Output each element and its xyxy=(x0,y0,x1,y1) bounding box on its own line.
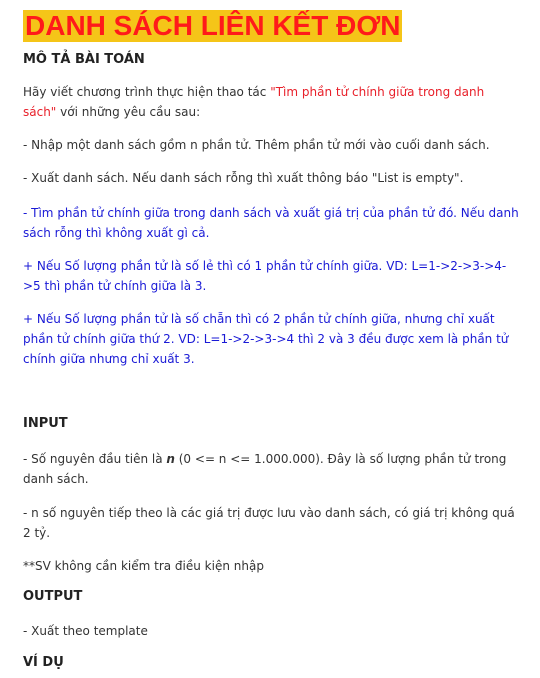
output-line: - Xuất theo template xyxy=(23,624,148,638)
requirement-find-middle: - Tìm phần tử chính giữa trong danh sách và xuất giá trị của phần tử đó. Nếu danh sách rỗng thì không xuất gì cả. xyxy=(23,206,519,240)
input-note: **SV không cần kiểm tra điều kiện nhập xyxy=(23,559,264,573)
input-variable-n: n xyxy=(166,452,175,466)
intro-suffix: với những yêu cầu sau: xyxy=(56,105,201,119)
intro-prefix: Hãy viết chương trình thực hiện thao tác xyxy=(23,85,271,99)
problem-intro xyxy=(23,82,521,122)
input-line-values: - n số nguyên tiếp theo là các giá trị được lưu vào danh sách, có giá trị không quá 2 tỷ. xyxy=(23,506,515,540)
intro-highlight: "Tìm phần tử chính giữa trong danh sách" xyxy=(23,85,485,119)
input-line-n-prefix: - Số nguyên đầu tiên là xyxy=(23,452,167,466)
requirement-print-list: - Xuất danh sách. Nếu danh sách rỗng thì xuất thông báo "List is empty". xyxy=(23,171,464,185)
example-heading: VÍ DỤ xyxy=(23,655,64,670)
page-title: DANH SÁCH LIÊN KẾT ĐƠN xyxy=(25,10,401,41)
requirement-odd-case: + Nếu Số lượng phần tử là số lẻ thì có 1 phần tử chính giữa. VD: L=1->2->3->4->5 thì phần tử chính giữa là 3. xyxy=(23,259,507,293)
input-line-n-suffix: (0 <= n <= 1.000.000). Đây là số lượng phần tử trong danh sách. xyxy=(23,452,507,486)
requirement-input-list: - Nhập một danh sách gồm n phần tử. Thêm phần tử mới vào cuối danh sách. xyxy=(23,138,490,152)
requirement-even-case: + Nếu Số lượng phần tử là số chẵn thì có 2 phần tử chính giữa, nhưng chỉ xuất phần tử chính giữa thứ 2. VD: L=1->2->3->4 thì 2 và 3 đều được xem là phần tử chính giữa nhưng chỉ xuất 3. xyxy=(23,312,509,366)
input-heading: INPUT xyxy=(23,416,68,431)
problem-description-heading: MÔ TẢ BÀI TOÁN xyxy=(23,52,145,67)
input-line-n xyxy=(23,449,521,489)
output-heading: OUTPUT xyxy=(23,589,83,604)
